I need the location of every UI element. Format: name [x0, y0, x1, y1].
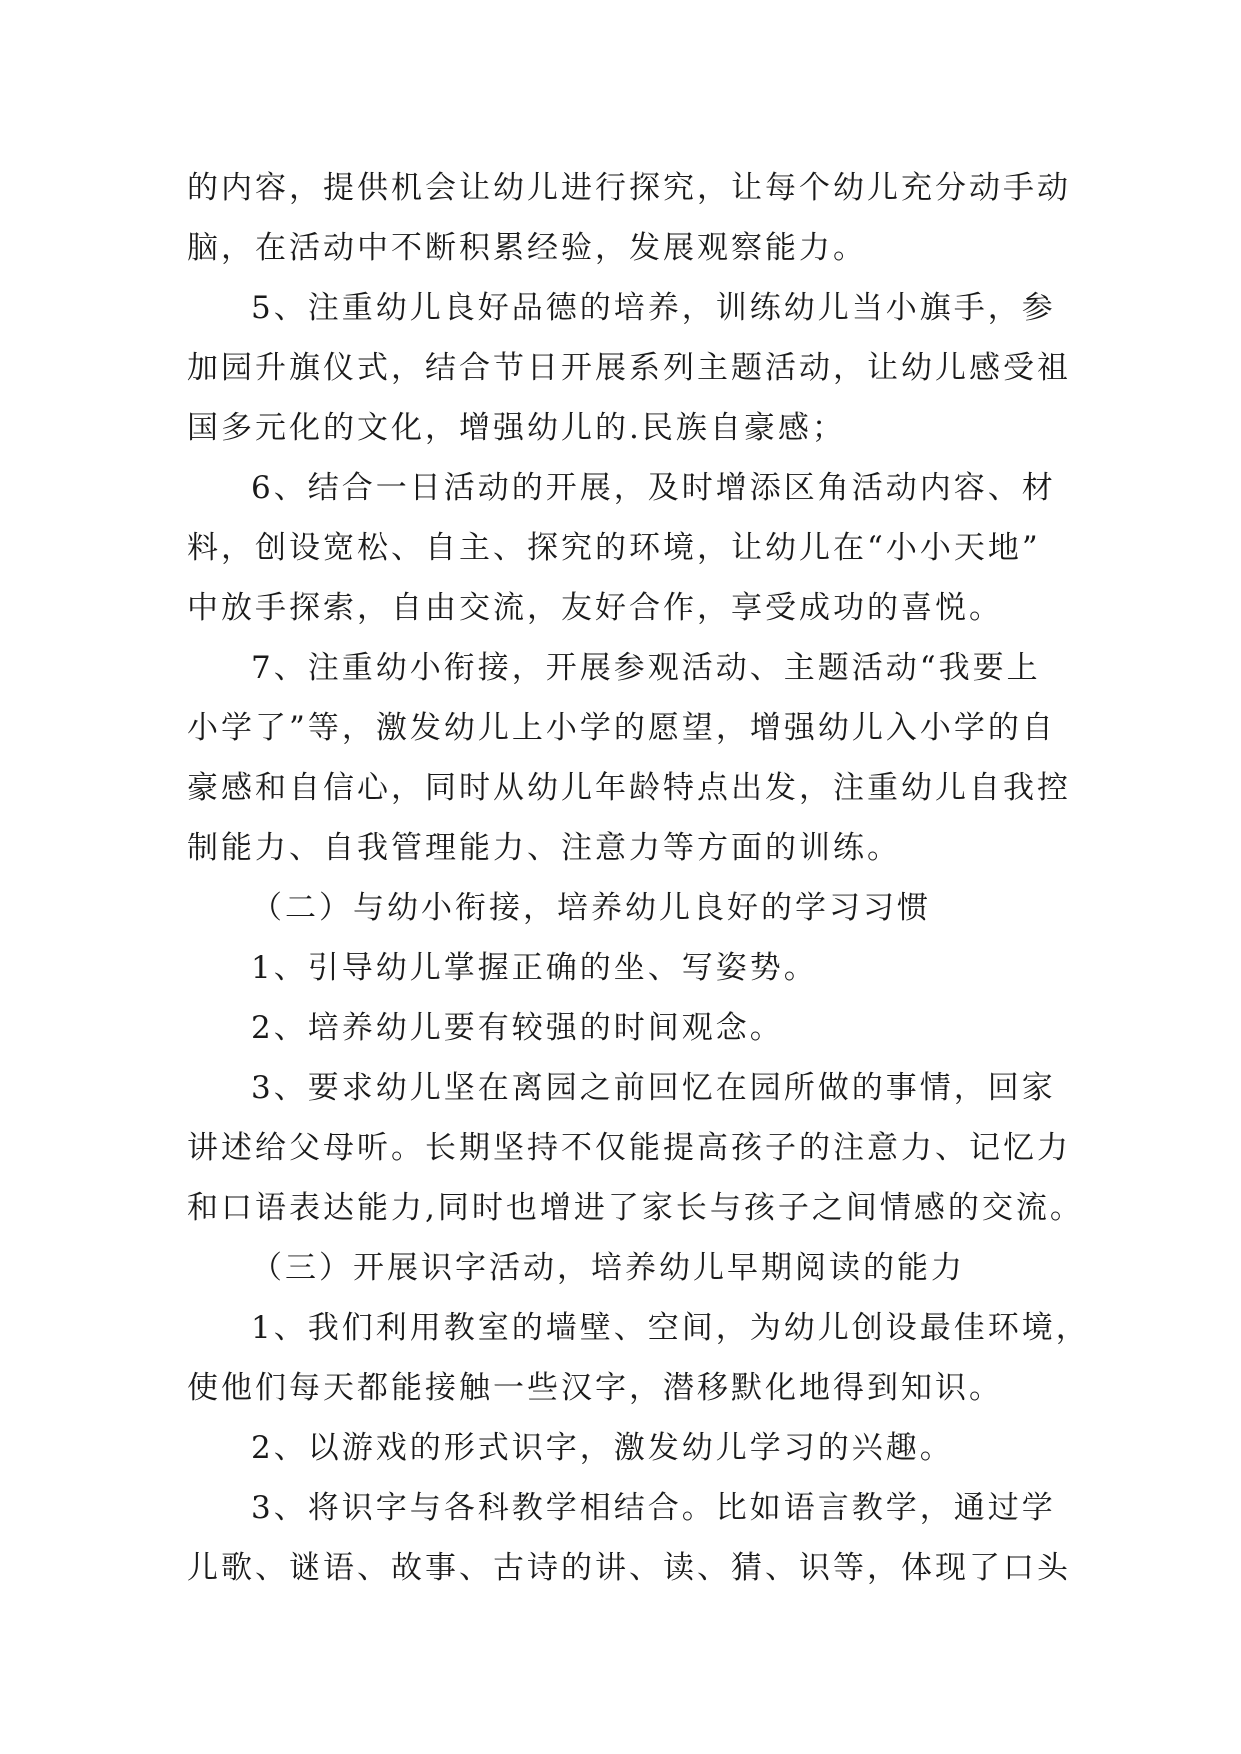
text-line: 3、将识字与各科教学相结合。比如语言教学，通过学	[251, 1490, 1056, 1526]
text-line: 6、结合一日活动的开展，及时增添区角活动内容、材	[251, 470, 1056, 506]
text-line: 和口语表达能力,同时也增进了家长与孩子之间情感的交流。	[187, 1190, 1084, 1226]
text-line: 加园升旗仪式，结合节日开展系列主题活动，让幼儿感受祖	[187, 350, 1071, 386]
text-line: 制能力、自我管理能力、注意力等方面的训练。	[187, 830, 901, 866]
text-line: 豪感和自信心，同时从幼儿年龄特点出发，注重幼儿自我控	[187, 770, 1071, 806]
text-line: 中放手探索，自由交流，友好合作，享受成功的喜悦。	[187, 590, 1003, 626]
text-line: 使他们每天都能接触一些汉字，潜移默化地得到知识。	[187, 1370, 1003, 1406]
text-line: 讲述给父母听。长期坚持不仅能提高孩子的注意力、记忆力	[187, 1130, 1071, 1166]
text-line: 国多元化的文化，增强幼儿的.民族自豪感；	[187, 410, 846, 446]
document-body	[187, 158, 1090, 1598]
section-heading: （二）与幼小衔接，培养幼儿良好的学习习惯	[251, 890, 931, 926]
text-line: 料，创设宽松、自主、探究的环境，让幼儿在“小小天地”	[187, 530, 1041, 566]
text-line: 1、我们利用教室的墙壁、空间，为幼儿创设最佳环境，	[251, 1310, 1090, 1346]
text-line: 2、培养幼儿要有较强的时间观念。	[251, 1010, 784, 1046]
text-line: 7、注重幼小衔接，开展参观活动、主题活动“我要上	[251, 650, 1041, 686]
section-heading: （三）开展识字活动，培养幼儿早期阅读的能力	[251, 1250, 965, 1286]
text-line: 儿歌、谜语、故事、古诗的讲、读、猜、识等，体现了口头	[187, 1550, 1071, 1586]
text-line: 3、要求幼儿坚在离园之前回忆在园所做的事情，回家	[251, 1070, 1056, 1106]
text-line: 的内容，提供机会让幼儿进行探究，让每个幼儿充分动手动	[187, 170, 1071, 206]
text-line: 小学了”等，激发幼儿上小学的愿望，增强幼儿入小学的自	[187, 710, 1056, 746]
text-line: 1、引导幼儿掌握正确的坐、写姿势。	[251, 950, 818, 986]
text-line: 2、以游戏的形式识字，激发幼儿学习的兴趣。	[251, 1430, 954, 1466]
text-line: 脑，在活动中不断积累经验，发展观察能力。	[187, 230, 867, 266]
text-line: 5、注重幼儿良好品德的培养，训练幼儿当小旗手，参	[251, 290, 1056, 326]
